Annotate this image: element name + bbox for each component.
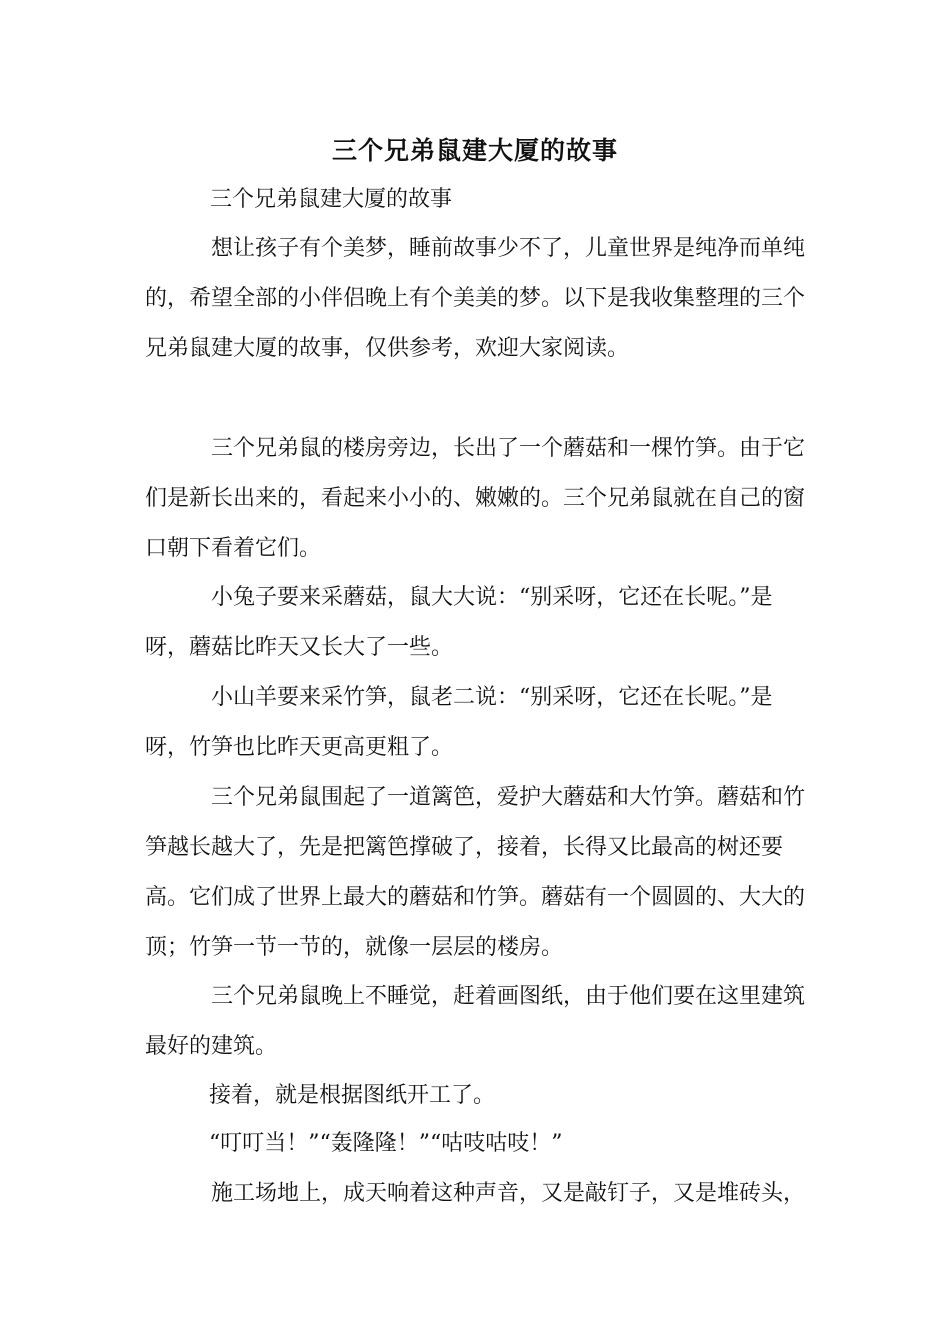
paragraph-3: 小山羊要来采竹笋，鼠老二说：“别采呀，它还在长呢。”是呀，竹笋也比昨天更高更粗了。 <box>145 685 773 760</box>
paragraph-6: 接着，就是根据图纸开工了。 <box>209 1083 496 1108</box>
paragraph-7: “叮叮当！”“轰隆隆！”“咕吱咕吱！” <box>209 1131 563 1156</box>
paragraph-4: 三个兄弟鼠围起了一道篱笆，爱护大蘑菇和大竹笋。蘑菇和竹笋越长越大了，先是把篱笆撑破了，接着，长得又比最高的树还要高。它们成了世界上最大的蘑菇和竹笋。蘑菇有一个圆圆的、大大的顶；竹笋一节一节的，就像一层层的楼房。 <box>145 785 806 960</box>
paragraph-1: 三个兄弟鼠的楼房旁边，长出了一个蘑菇和一棵竹笋。由于它们是新长出来的，看起来小小的、嫩嫩的。三个兄弟鼠就在自己的窗口朝下看着它们。 <box>145 436 806 561</box>
paragraph-8: 施工场地上，成天响着这种声音，又是敲钉子，又是堆砖头， <box>211 1181 806 1206</box>
paragraph-5: 三个兄弟鼠晚上不睡觉，赶着画图纸，由于他们要在这里建筑最好的建筑。 <box>145 984 806 1059</box>
paragraph-2: 小兔子要来采蘑菇，鼠大大说：“别采呀，它还在长呢。”是呀，蘑菇比昨天又长大了一些。 <box>145 585 773 660</box>
paragraph-intro: 想让孩子有个美梦，睡前故事少不了，儿童世界是纯净而单纯的，希望全部的小伴侣晚上有个美美的梦。以下是我收集整理的三个兄弟鼠建大厦的故事，仅供参考，欢迎大家阅读。 <box>145 236 806 361</box>
document-title: 三个兄弟鼠建大厦的故事 <box>331 136 618 165</box>
document-subtitle: 三个兄弟鼠建大厦的故事 <box>210 187 453 212</box>
